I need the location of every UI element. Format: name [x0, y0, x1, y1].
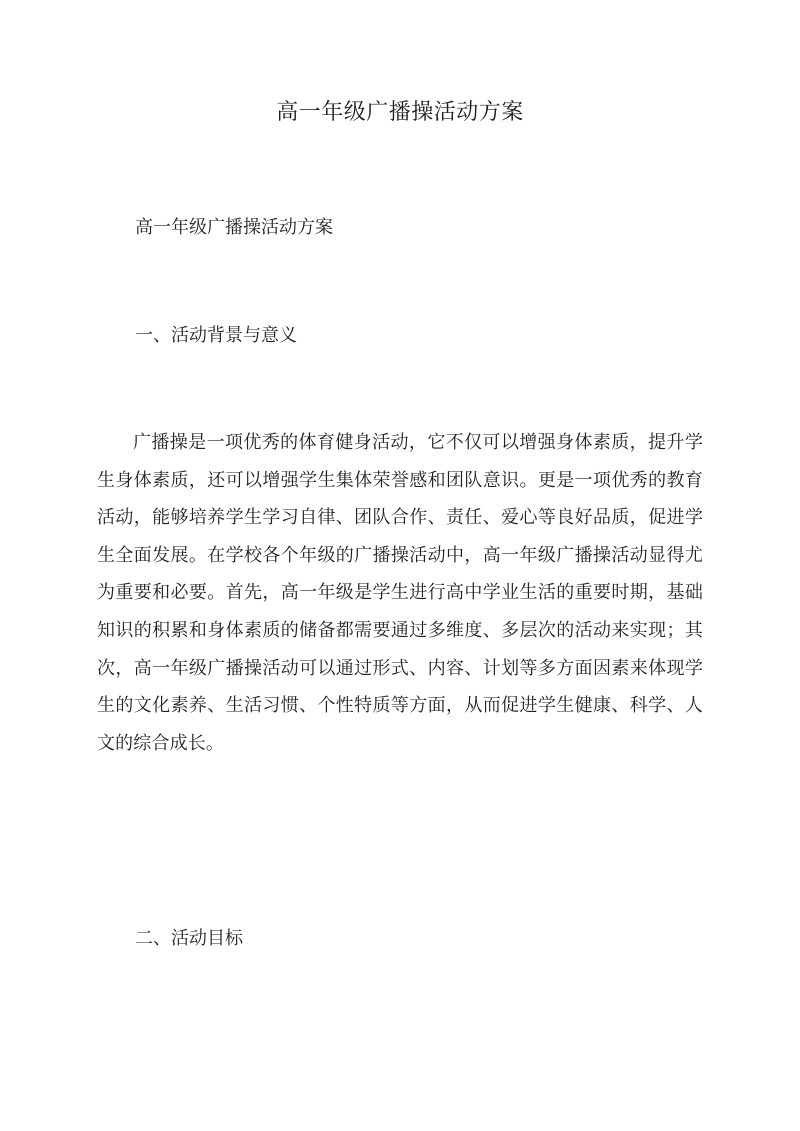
- document-title: 高一年级广播操活动方案: [276, 100, 524, 125]
- background-paragraph: 广播操是一项优秀的体育健身活动，它不仅可以增强身体素质，提升学生身体素质，还可以增强学生集体荣誉感和团队意识。更是一项优秀的教育活动，能够培养学生学习自律、团队合作、责任、爱心等良好品质，促进学生全面发展。在学校各个年级的广播操活动中，高一年级广播操活动显得尤为重要和必要。首先，高一年级是学生进行高中学业生活的重要时期，基础知识的积累和身体素质的储备都需要通过多维度、多层次的活动来实现；其次，高一年级广播操活动可以通过形式、内容、计划等多方面因素来体现学生的文化素养、生活习惯、个性特质等方面，从而促进学生健康、科学、人文的综合成长。: [97, 432, 703, 754]
- document-subtitle: 高一年级广播操活动方案: [135, 217, 333, 238]
- section-heading-background: 一、活动背景与意义: [135, 325, 297, 346]
- section-heading-goals: 二、活动目标: [135, 928, 243, 949]
